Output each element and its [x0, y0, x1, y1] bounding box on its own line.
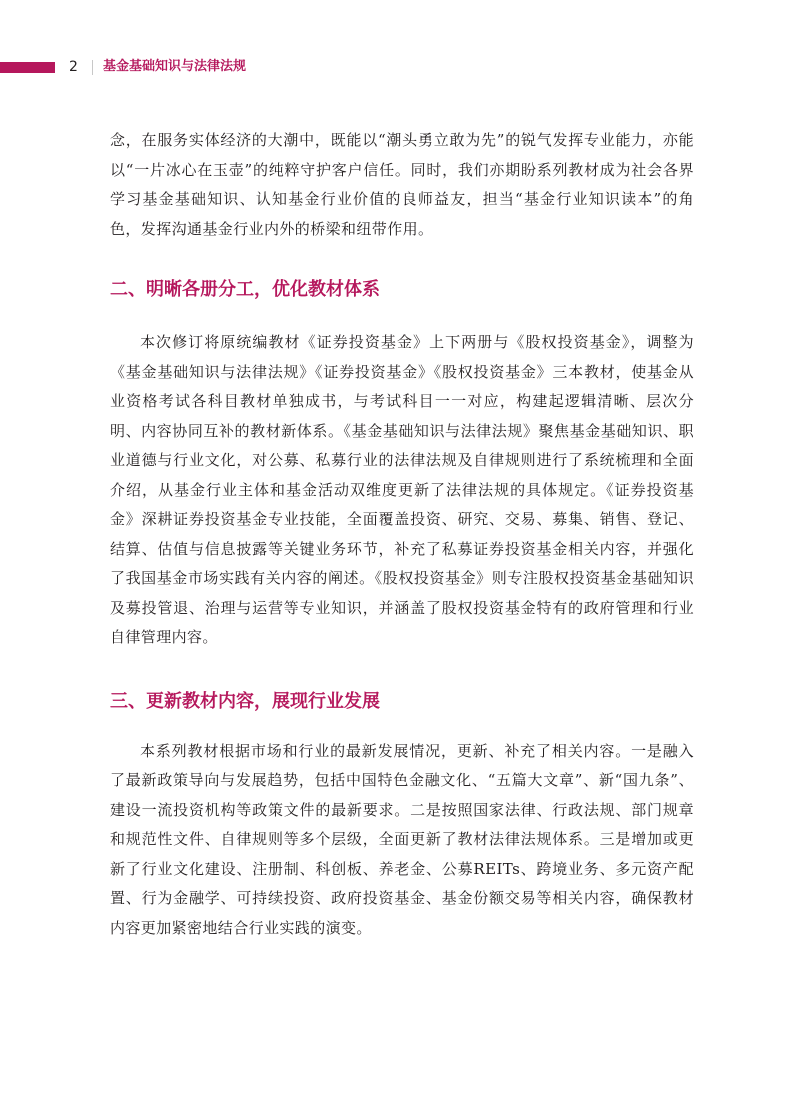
section-heading-3: 三、更新教材内容，展现行业发展: [110, 690, 380, 712]
header-accent-bar: [0, 62, 55, 73]
running-title: 基金基础知识与法律法规: [103, 59, 247, 74]
page-body: [110, 126, 694, 943]
section-3-paragraph: 本系列教材根据市场和行业的最新发展情况，更新、补充了相关内容。一是融入了最新政策导向与发展趋势，包括中国特色金融文化、“五篇大文章”、新“国九条”、建设一流投资机构等政策文件的最新要求。二是按照国家法律、行政法规、部门规章和规范性文件、自律规则等多个层级，全面更新了教材法律法规体系。三是增加或更新了行业文化建设、注册制、科创板、养老金、公募REITs、跨境业务、多元资产配置、行为金融学、可持续投资、政府投资基金、基金份额交易等相关内容，确保教材内容更加紧密地结合行业实践的演变。: [110, 741, 694, 937]
intro-paragraph: 念，在服务实体经济的大潮中，既能以“潮头勇立敢为先”的锐气发挥专业能力，亦能以“一片冰心在玉壶”的纯粹守护客户信任。同时，我们亦期盼系列教材成为社会各界学习基金基础知识、认知基金行业价值的良师益友，担当“基金行业知识读本”的角色，发挥沟通基金行业内外的桥梁和纽带作用。: [110, 131, 694, 238]
header-divider: [92, 60, 93, 75]
section-2-paragraph: 本次修订将原统编教材《证券投资基金》上下两册与《股权投资基金》，调整为《基金基础知识与法律法规》《证券投资基金》《股权投资基金》三本教材，使基金从业资格考试各科目教材单独成书，与考试科目一一对应，构建起逻辑清晰、层次分明、内容协同互补的教材新体系。《基金基础知识与法律法规》聚焦基金基础知识、职业道德与行业文化，对公募、私募行业的法律法规及自律规则进行了系统梳理和全面介绍，从基金行业主体和基金活动双维度更新了法律法规的具体规定。《证券投资基金》深耕证券投资基金专业技能，全面覆盖投资、研究、交易、募集、销售、登记、结算、估值与信息披露等关键业务环节，补充了私募证券投资基金相关内容，并强化了我国基金市场实践有关内容的阐述。《股权投资基金》则专注股权投资基金基础知识及募投管退、治理与运营等专业知识，并涵盖了股权投资基金特有的政府管理和行业自律管理内容。: [110, 333, 694, 646]
page-number: 2: [69, 59, 78, 75]
section-heading-2: 二、明晰各册分工，优化教材体系: [110, 279, 380, 300]
